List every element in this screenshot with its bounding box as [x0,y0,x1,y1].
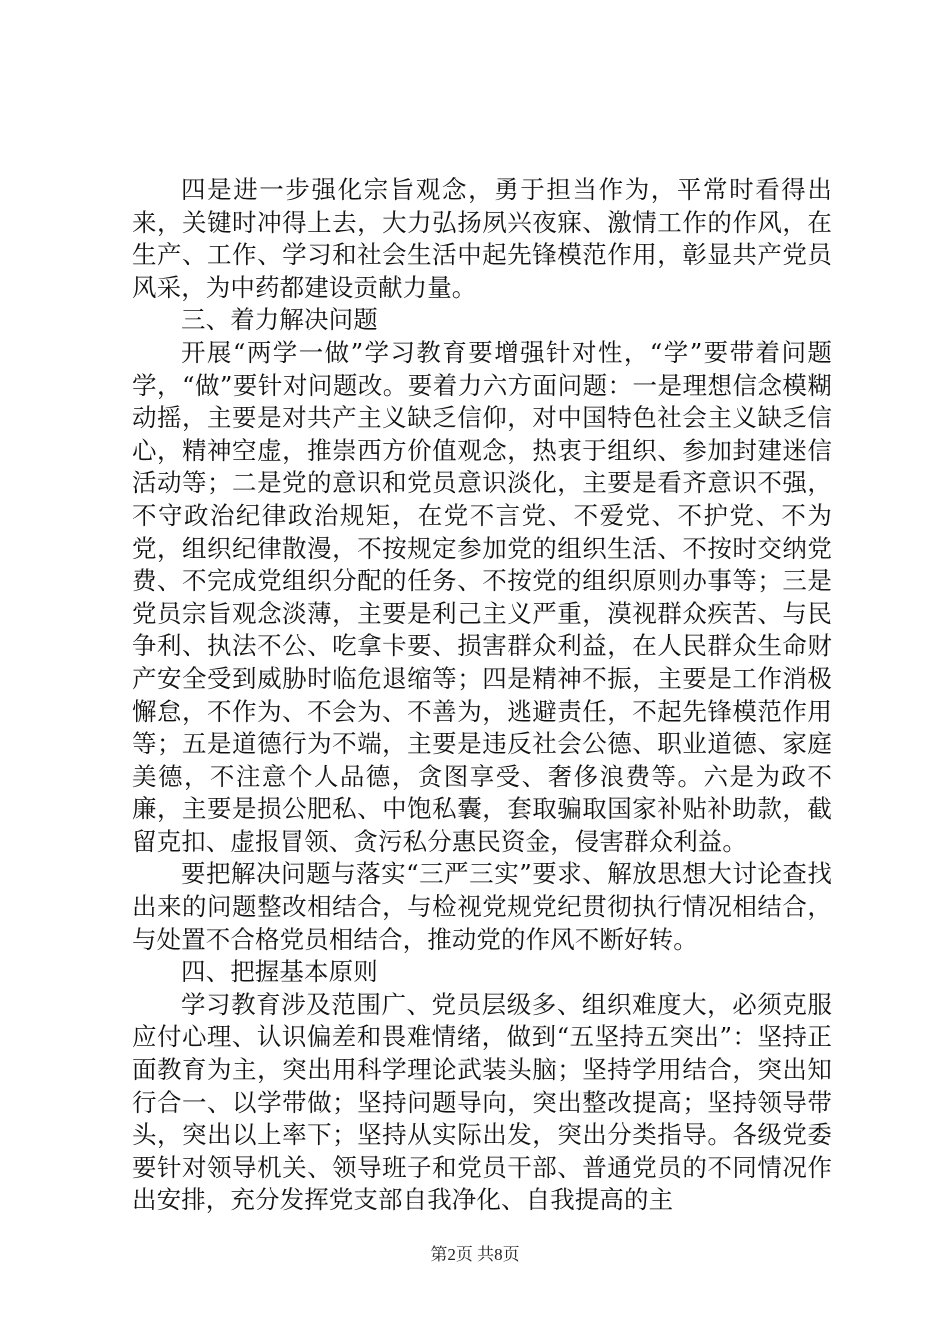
paragraph-point-four: 四是进一步强化宗旨观念，勇于担当作为，平常时看得出来，关键时冲得上去，大力弘扬夙兴夜寐、激情工作的作风，在生产、工作、学习和社会生活中起先锋模范作用，彰显共产党员风采，为中药都建设贡献力量。 [132,175,832,302]
document-body [132,174,832,1217]
paragraph-six-problems: 开展“两学一做”学习教育要增强针对性，“学”要带着问题学，“做”要针对问题改。要着力六方面问题：一是理想信念模糊动摇，主要是对共产主义缺乏信仰，对中国特色社会主义缺乏信心，精神空虚，推崇西方价值观念，热衷于组织、参加封建迷信活动等；二是党的意识和党员意识淡化，主要是看齐意识不强，不守政治纪律政治规矩，在党不言党、不爱党、不护党、不为党，组织纪律散漫，不按规定参加党的组织生活、不按时交纳党费、不完成党组织分配的任务、不按党的组织原则办事等；三是党员宗旨观念淡薄，主要是利己主义严重，漠视群众疾苦、与民争利、执法不公、吃拿卡要、损害群众利益，在人民群众生命财产安全受到威胁时临危退缩等；四是精神不振，主要是工作消极懈怠，不作为、不会为、不善为，逃避责任，不起先锋模范作用等；五是道德行为不端，主要是违反社会公德、职业道德、家庭美德，不注意个人品德，贪图享受、奢侈浪费等。六是为政不廉，主要是损公肥私、中饱私囊，套取骗取国家补贴补助款，截留克扣、虚报冒领、贪污私分惠民资金，侵害群众利益。 [132,337,832,856]
section-heading-three: 三、着力解决问题 [181,305,378,335]
page-number-footer: 第2页 共8页 [430,1245,520,1264]
paragraph-integration: 要把解决问题与落实“三严三实”要求、解放思想大讨论查找出来的问题整改相结合，与检视党规党纪贯彻执行情况相结合，与处置不合格党员相结合，推动党的作风不断好转。 [132,859,832,954]
section-heading-four: 四、把握基本原则 [181,957,378,987]
paragraph-basic-principles: 学习教育涉及范围广、党员层级多、组织难度大，必须克服应付心理、认识偏差和畏难情绪，做到“五坚持五突出”：坚持正面教育为主，突出用科学理论武装头脑；坚持学用结合，突出知行合一、以学带做；坚持问题导向，突出整改提高；坚持领导带头，突出以上率下；坚持从实际出发，突出分类指导。各级党委要针对领导机关、领导班子和党员干部、普通党员的不同情况作出安排，充分发挥党支部自我净化、自我提高的主 [132,989,832,1215]
